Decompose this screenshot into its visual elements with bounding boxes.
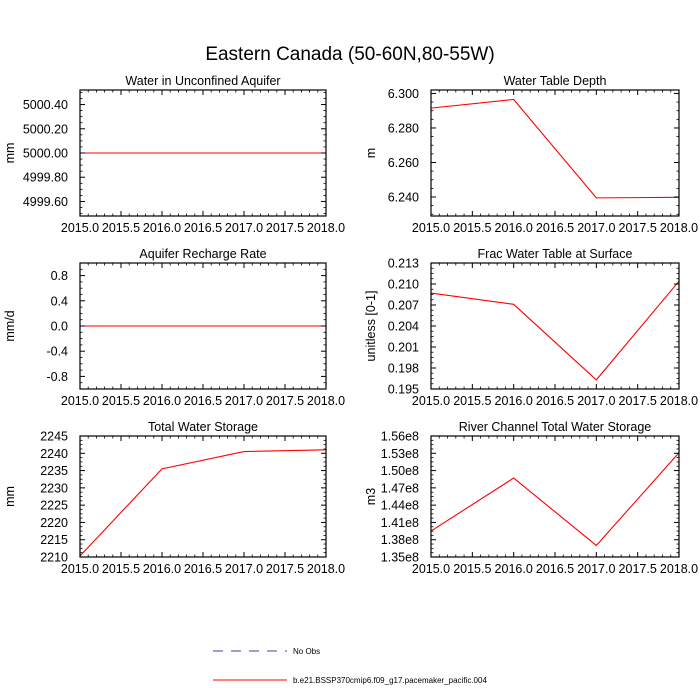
y-tick-label: 2215	[40, 533, 68, 548]
x-tick-label: 2016.0	[142, 221, 182, 235]
y-tick-label: 2245	[40, 429, 68, 444]
y-axis-label: m3	[364, 487, 378, 506]
x-tick-label: 2015.5	[101, 562, 141, 576]
x-tick-label: 2015.5	[453, 562, 492, 576]
y-tick-label: 5000.20	[22, 122, 68, 137]
panel-2	[364, 74, 698, 235]
x-tick-label: 2018.0	[659, 221, 699, 235]
x-tick-label: 2015.5	[453, 394, 492, 408]
y-tick-label: 0.4	[50, 294, 68, 309]
x-tick-label: 2017.5	[618, 394, 657, 408]
x-tick-label: 2016.0	[142, 562, 182, 576]
y-tick-label: 6.260	[387, 155, 419, 170]
y-tick-label: 1.50e8	[380, 464, 419, 479]
y-tick-label: 1.35e8	[380, 550, 419, 565]
panel-title: Frac Water Table at Surface	[477, 247, 633, 261]
y-tick-label: 6.240	[387, 190, 419, 205]
y-tick-label: 0.8	[50, 269, 68, 284]
y-tick-label: 1.41e8	[380, 515, 419, 530]
y-tick-label: 1.44e8	[380, 498, 419, 513]
y-tick-label: 2230	[40, 481, 68, 496]
y-tick-label: -0.4	[46, 344, 68, 359]
x-tick-label: 2015.0	[60, 221, 100, 235]
x-tick-label: 2018.0	[306, 221, 346, 235]
x-tick-label: 2017.0	[577, 221, 616, 235]
x-tick-label: 2017.5	[618, 221, 657, 235]
y-tick-label: 5000.40	[22, 98, 68, 113]
series-line	[431, 281, 679, 380]
x-tick-label: 2016.0	[142, 394, 182, 408]
x-tick-label: 2016.5	[183, 221, 223, 235]
x-tick-label: 2015.0	[411, 562, 451, 576]
panel-4	[364, 247, 698, 408]
figure-title: Eastern Canada (50-60N,80-55W)	[205, 44, 495, 65]
y-tick-label: 1.56e8	[380, 429, 419, 444]
y-axis-label: unitless [0-1]	[364, 290, 378, 362]
y-axis-label: mm/d	[3, 310, 17, 342]
x-tick-label: 2016.5	[183, 562, 223, 576]
x-tick-label: 2015.5	[101, 221, 141, 235]
x-tick-label: 2017.0	[224, 221, 264, 235]
series-line	[431, 453, 679, 546]
panel-1	[3, 74, 345, 235]
series-line	[80, 450, 326, 556]
y-tick-label: 4999.80	[22, 170, 68, 185]
panel-5	[3, 420, 345, 576]
y-tick-label: 0.195	[387, 382, 419, 397]
y-tick-label: 0.207	[387, 298, 419, 313]
x-tick-label: 2017.5	[618, 562, 657, 576]
panel-title: Water in Unconfined Aquifer	[125, 74, 281, 88]
y-tick-label: 1.47e8	[380, 481, 419, 496]
y-tick-label: 2235	[40, 464, 68, 479]
x-tick-label: 2018.0	[306, 394, 346, 408]
x-tick-label: 2016.5	[535, 562, 575, 576]
x-tick-label: 2016.0	[494, 394, 533, 408]
y-tick-label: 5000.00	[22, 146, 68, 161]
x-tick-label: 2016.5	[535, 221, 575, 235]
legend	[213, 647, 487, 685]
y-tick-label: 0.201	[387, 340, 419, 355]
x-tick-label: 2015.0	[60, 394, 100, 408]
x-tick-label: 2016.0	[494, 221, 533, 235]
y-tick-label: 1.38e8	[380, 533, 419, 548]
x-tick-label: 2016.0	[494, 562, 533, 576]
panel-title: River Channel Total Water Storage	[458, 420, 652, 434]
y-tick-label: 2210	[40, 550, 68, 565]
x-tick-label: 2017.0	[224, 562, 264, 576]
y-tick-label: 4999.60	[22, 194, 68, 209]
y-tick-label: 0.0	[50, 319, 68, 334]
series-line	[431, 99, 679, 197]
x-tick-label: 2017.0	[577, 394, 616, 408]
panel-title: Water Table Depth	[503, 74, 607, 88]
legend-label: b.e21.BSSP370cmip6.f09_g17.pacemaker_pacific.004	[293, 676, 487, 685]
panel-title: Aquifer Recharge Rate	[139, 247, 267, 261]
y-tick-label: -0.8	[46, 369, 68, 384]
x-tick-label: 2016.5	[183, 394, 223, 408]
plot-frame	[431, 436, 679, 557]
x-tick-label: 2017.5	[265, 394, 305, 408]
panel-6	[364, 420, 698, 576]
y-axis-label: mm	[3, 142, 17, 164]
y-tick-label: 6.300	[387, 86, 419, 101]
x-tick-label: 2015.0	[411, 394, 451, 408]
x-tick-label: 2018.0	[659, 394, 699, 408]
x-tick-label: 2018.0	[306, 562, 346, 576]
panels	[3, 74, 698, 576]
x-tick-label: 2017.5	[265, 562, 305, 576]
y-tick-label: 0.213	[387, 256, 419, 271]
x-tick-label: 2016.5	[535, 394, 575, 408]
panel-3	[3, 247, 345, 408]
y-tick-label: 2220	[40, 515, 68, 530]
y-tick-label: 0.210	[387, 277, 419, 292]
y-tick-label: 0.204	[387, 319, 419, 334]
y-tick-label: 1.53e8	[380, 446, 419, 461]
y-axis-label: m	[364, 147, 378, 159]
x-tick-label: 2015.5	[453, 221, 492, 235]
y-tick-label: 2225	[40, 498, 68, 513]
x-tick-label: 2015.0	[411, 221, 451, 235]
legend-label: No Obs	[293, 647, 321, 656]
x-tick-label: 2015.0	[60, 562, 100, 576]
panel-title: Total Water Storage	[147, 420, 259, 434]
x-tick-label: 2018.0	[659, 562, 699, 576]
y-tick-label: 6.280	[387, 121, 419, 136]
x-tick-label: 2015.5	[101, 394, 141, 408]
plot-frame	[80, 436, 326, 557]
x-tick-label: 2017.0	[224, 394, 264, 408]
x-tick-label: 2017.5	[265, 221, 305, 235]
y-axis-label: mm	[3, 486, 17, 507]
x-tick-label: 2017.0	[577, 562, 616, 576]
y-tick-label: 2240	[40, 446, 68, 461]
y-tick-label: 0.198	[387, 361, 419, 376]
